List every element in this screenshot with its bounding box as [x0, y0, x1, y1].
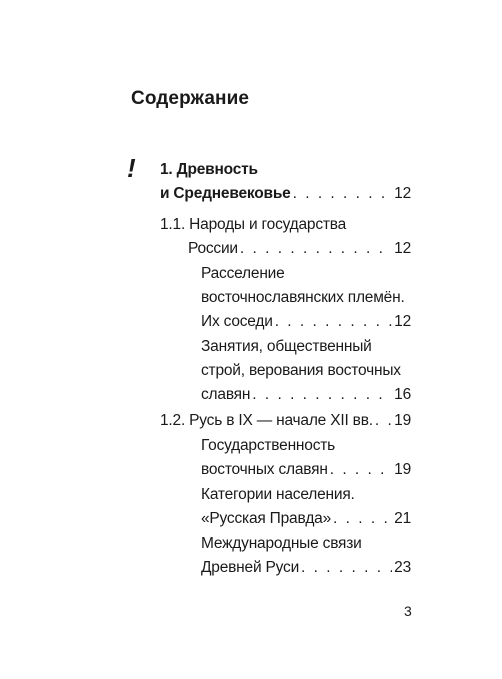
toc-chapter-1-line2[interactable]	[160, 182, 411, 206]
toc-entry-text: 1.2. Русь в IX — начале XII вв.	[160, 412, 373, 429]
toc-entry-text: Занятия, общественный	[201, 338, 372, 355]
toc-entry-text: Их соседи	[201, 313, 273, 330]
toc-subsection-line[interactable]	[201, 532, 362, 556]
toc-subsection-line[interactable]	[201, 359, 401, 383]
page-title: Содержание	[131, 88, 250, 109]
toc-page-number: 12	[394, 240, 411, 257]
page-number: 3	[404, 603, 412, 619]
toc-entry-text: Древней Руси	[201, 559, 300, 576]
dot-leader	[333, 507, 392, 531]
toc-entry-text: Международные связи	[201, 535, 362, 552]
toc-entry-text: восточных славян	[201, 461, 328, 478]
toc-entry-text: 1. Древность	[160, 161, 258, 178]
toc-page-number: 19	[394, 461, 411, 478]
toc-entry-text: строй, верования восточных	[201, 362, 401, 379]
toc-subsection-line[interactable]	[201, 310, 411, 334]
toc-entry-text: «Русская Правда»	[201, 510, 332, 527]
toc-section-1-1-line1[interactable]	[160, 213, 346, 237]
toc-subsection-line[interactable]	[201, 556, 411, 580]
toc-section-1-1-line2[interactable]	[188, 237, 411, 261]
toc-entry-text: и Средневековье	[160, 185, 291, 202]
toc-chapter-1-line1[interactable]	[160, 158, 258, 182]
dot-leader	[293, 182, 393, 206]
toc-entry-text: Категории населения.	[201, 486, 355, 503]
toc-subsection-line[interactable]	[201, 507, 411, 531]
dot-leader	[252, 383, 392, 407]
toc-entry-text: Государственность	[201, 437, 336, 454]
toc-page-number: 12	[394, 185, 411, 202]
toc-entry-text: Расселение	[201, 265, 285, 282]
toc-entry-text: России	[188, 240, 238, 257]
exclamation-mark-icon: !	[127, 153, 136, 183]
toc-subsection-line[interactable]	[201, 286, 405, 310]
toc-section-1-2[interactable]	[160, 409, 411, 433]
toc-page-number: 19	[394, 412, 411, 429]
toc-subsection-line[interactable]	[201, 262, 285, 286]
toc-page-number: 23	[394, 559, 411, 576]
toc-page-number: 12	[394, 313, 411, 330]
dot-leader	[275, 310, 392, 334]
toc-page-number: 16	[394, 386, 411, 403]
dot-leader	[240, 237, 392, 261]
toc-entry-text: восточнославянских племён.	[201, 289, 405, 306]
toc-subsection-line[interactable]	[201, 458, 411, 482]
toc-subsection-line[interactable]	[201, 434, 335, 458]
dot-leader	[375, 409, 392, 433]
toc-subsection-line[interactable]	[201, 483, 355, 507]
toc-entry-text: славян	[201, 386, 251, 403]
dot-leader	[301, 556, 392, 580]
toc-subsection-line[interactable]	[201, 335, 372, 359]
toc-subsection-line[interactable]	[201, 383, 411, 407]
toc-page-number: 21	[394, 510, 411, 527]
dot-leader	[330, 458, 392, 482]
toc-entry-text: 1.1. Народы и государства	[160, 216, 347, 233]
